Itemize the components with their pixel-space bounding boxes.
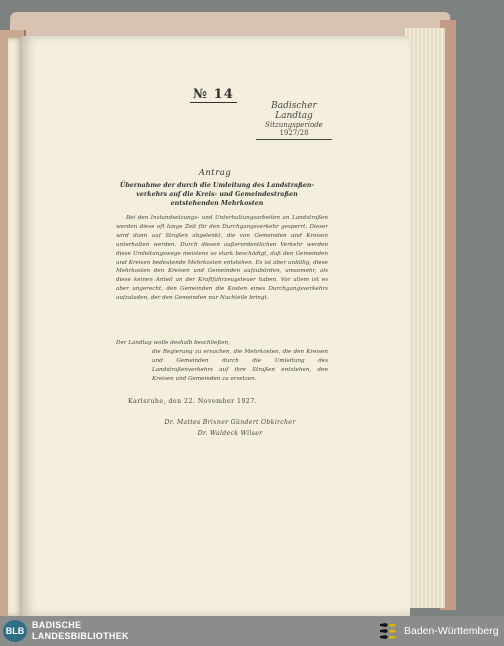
document-title: Antrag	[198, 168, 232, 178]
page-edges	[405, 28, 445, 608]
library-name-line: LANDESBIBLIOTHEK	[32, 631, 129, 641]
library-name[interactable]	[32, 620, 129, 642]
document-body: Bei den Instandsetzungs- und Unterhaltungsarbeiten an Landstraßen werden diese oft lange Zeit für den Durchgangsverkehr gesperrt. Dieser wird dann auf Straßen abgelenkt, die von Gemeinden und Kreisen unterhalten werden. Durch diesen außerordentlichen Verkehr werden diese Umleitungswege meistens so stark beschädigt, daß den Gemeinden und Kreisen bedeutende Mehrkosten entstehen. Es ist aber unbillig, diese Mehrkosten den Kreisen und Gemeinden aufzubürden, umsomehr, als diese keinen Anteil an der Kraftfahrzeugsteuer haben. Vor allem ist es aber ungerecht, den Gemeinden die Kosten eines Durchgangsverkehrs aufzuladen, der den Gemeinden nur Nachteile bringt.	[116, 215, 328, 302]
document-subtitle	[112, 182, 322, 208]
parliament-name: Badischer Landtag	[271, 101, 317, 121]
session-years: 1927/28	[256, 129, 332, 140]
book-cover-top	[10, 12, 451, 38]
signatories-line-2: Dr. Waldeck Wilser	[197, 430, 263, 437]
state-name[interactable]: Baden-Württemberg	[404, 625, 499, 637]
left-page-edge	[8, 38, 22, 616]
parliament-header	[256, 101, 332, 140]
signatories-line-1: Dr. Mattes Brixner Gündert Obkircher	[164, 419, 296, 426]
resolution-intro: Der Landtag wolle deshalb beschließen,	[116, 340, 230, 346]
baden-wuerttemberg-lions-icon[interactable]	[378, 620, 398, 642]
library-name-line: BADISCHE	[32, 620, 82, 630]
subtitle-line: entstehenden Mehrkosten	[170, 199, 264, 207]
document-page	[22, 36, 410, 616]
place-date: Karlsruhe, den 22. November 1927.	[128, 398, 258, 405]
session-label: Sitzungsperiode	[265, 121, 323, 129]
subtitle-line: Übernahme der durch die Umleitung des Landstraßen-	[119, 182, 315, 189]
subtitle-line: verkehrs auf die Kreis- und Gemeindestraßen	[136, 190, 298, 198]
resolution-text: die Regierung zu ersuchen, die Mehrkosten, die den Kreisen und Gemeinden durch die Umleitung des Landstraßenverkehrs auf ihre Straßen entstehen, den Kreisen und Gemeinden zu ersetzen.	[152, 349, 328, 382]
blb-logo[interactable]: BLB	[3, 620, 27, 642]
document-number: № 14	[190, 87, 237, 103]
